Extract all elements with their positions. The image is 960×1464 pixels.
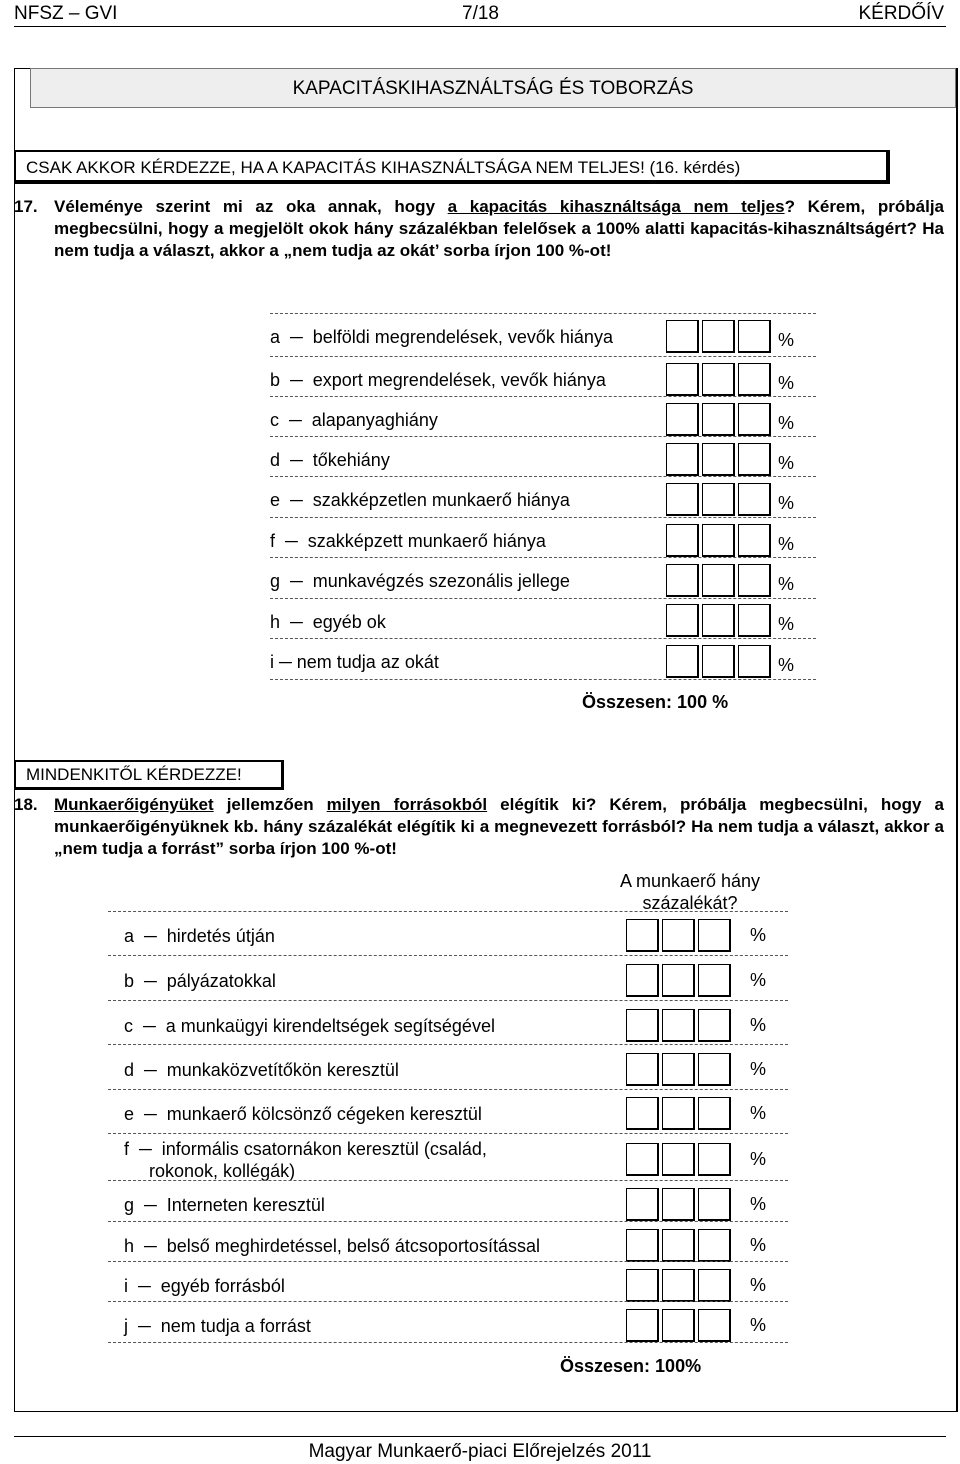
digit-box[interactable]	[702, 645, 735, 678]
q18-row-label: c ─ a munkaügyi kirendeltségek segítségével	[124, 1016, 495, 1036]
q17-percent-sign: %	[778, 655, 795, 675]
dotted-rule	[108, 1044, 788, 1045]
digit-box[interactable]	[702, 403, 735, 436]
q18-percent-sign: %	[750, 1059, 767, 1079]
digit-box[interactable]	[698, 919, 731, 952]
digit-box[interactable]	[738, 403, 771, 436]
digit-box[interactable]	[662, 919, 695, 952]
dotted-rule	[108, 1089, 788, 1090]
digit-box[interactable]	[698, 964, 731, 997]
digit-box[interactable]	[702, 363, 735, 396]
question-17-number: 17.	[14, 197, 38, 216]
digit-box[interactable]	[698, 1309, 731, 1342]
digit-box[interactable]	[698, 1097, 731, 1130]
q18-row-label: f ─ informális csatornákon keresztül (család, rokonok, kollégák)	[124, 1139, 487, 1181]
dotted-rule	[270, 517, 816, 518]
digit-box[interactable]	[662, 1053, 695, 1086]
digit-box[interactable]	[626, 1269, 659, 1302]
q17-row-label: f ─ szakképzett munkaerő hiánya	[270, 531, 546, 551]
dotted-rule	[270, 557, 816, 558]
question-18-text: Munkaerőigényüket jellemzően milyen forrásokból elégítik ki? Kérem, próbálja megbecsülni, hogy a munkaerőigényüknek kb. hány százalékát elégítik ki a megnevezett forrásból? Ha nem tudja a választ, akkor a „nem tudja a forrást” sorba írjon 100 %-ot!	[54, 795, 944, 858]
q18-row-label: a ─ hirdetés útján	[124, 926, 275, 946]
digit-box[interactable]	[738, 483, 771, 516]
digit-box[interactable]	[626, 1229, 659, 1262]
header-right: KÉRDŐÍV	[858, 3, 944, 24]
digit-box[interactable]	[738, 524, 771, 557]
digit-box[interactable]	[626, 919, 659, 952]
digit-box[interactable]	[698, 1188, 731, 1221]
q18-row-label: h ─ belső meghirdetéssel, belső átcsoportosítással	[124, 1236, 540, 1256]
q18-percent-sign: %	[750, 1194, 767, 1214]
digit-box[interactable]	[738, 564, 771, 597]
q18-row-label: e ─ munkaerő kölcsönző cégeken keresztül	[124, 1104, 482, 1124]
q18-percent-sign: %	[750, 1149, 767, 1169]
dotted-rule	[108, 911, 788, 912]
q17-row-label: h ─ egyéb ok	[270, 612, 386, 632]
digit-box[interactable]	[662, 1229, 695, 1262]
dotted-rule	[270, 436, 816, 437]
q18-row-label: j ─ nem tudja a forrást	[124, 1316, 311, 1336]
digit-box[interactable]	[702, 320, 735, 353]
q17-percent-sign: %	[778, 330, 795, 350]
digit-box[interactable]	[666, 320, 699, 353]
q17-row-label: c ─ alapanyaghiány	[270, 410, 438, 430]
q18-percent-sign: %	[750, 1235, 767, 1255]
digit-box[interactable]	[626, 964, 659, 997]
q18-percent-sign: %	[750, 970, 767, 990]
digit-box[interactable]	[626, 1009, 659, 1042]
q18-percent-sign: %	[750, 1275, 767, 1295]
q18-row-label: i ─ egyéb forrásból	[124, 1276, 285, 1296]
dotted-rule	[108, 1221, 788, 1222]
q17-percent-sign: %	[778, 453, 795, 473]
digit-box[interactable]	[666, 483, 699, 516]
q17-row-label: b ─ export megrendelések, vevők hiánya	[270, 370, 606, 390]
q18-percent-sign: %	[750, 1315, 767, 1335]
digit-box[interactable]	[666, 403, 699, 436]
q17-row-label: d ─ tőkehiány	[270, 450, 390, 470]
dotted-rule	[270, 598, 816, 599]
digit-box[interactable]	[662, 1269, 695, 1302]
digit-box[interactable]	[702, 483, 735, 516]
q17-row-label: e ─ szakképzetlen munkaerő hiánya	[270, 490, 570, 510]
digit-box[interactable]	[662, 1097, 695, 1130]
dotted-rule	[108, 1180, 788, 1181]
footer-rule	[14, 1436, 946, 1437]
question-17-text: Véleménye szerint mi az oka annak, hogy a kapacitás kihasználtsága nem teljes? Kérem, próbálja megbecsülni, hogy a megjelölt okok hány százalékban felelősek a 100% alatti kapacitás-kihasználtságért? Ha nem tudja a választ, akkor a „nem tudja az okát’ sorba írjon 100 %-ot!	[54, 197, 944, 260]
question-17	[14, 196, 944, 288]
digit-box[interactable]	[702, 524, 735, 557]
q18-row-label: b ─ pályázatokkal	[124, 971, 276, 991]
q17-percent-sign: %	[778, 614, 795, 634]
dotted-rule	[108, 1000, 788, 1001]
q17-row-label: g ─ munkavégzés szezonális jellege	[270, 571, 570, 591]
digit-box[interactable]	[662, 1009, 695, 1042]
q18-percent-sign: %	[750, 925, 767, 945]
q17-percent-sign: %	[778, 493, 795, 513]
digit-box[interactable]	[662, 964, 695, 997]
digit-box[interactable]	[738, 363, 771, 396]
page-header	[0, 0, 960, 28]
digit-box[interactable]	[698, 1143, 731, 1176]
digit-box[interactable]	[702, 443, 735, 476]
q17-total: Összesen: 100 %	[582, 692, 729, 712]
dotted-rule	[108, 1301, 788, 1302]
header-rule	[14, 26, 946, 27]
digit-box[interactable]	[666, 443, 699, 476]
mindenkitol-box: MINDENKITŐL KÉRDEZZE!	[14, 760, 284, 790]
dotted-rule	[108, 955, 788, 956]
q17-percent-sign: %	[778, 373, 795, 393]
dotted-rule	[270, 476, 816, 477]
digit-box[interactable]	[666, 564, 699, 597]
question-18	[14, 794, 944, 862]
digit-box[interactable]	[702, 604, 735, 637]
digit-box[interactable]	[662, 1309, 695, 1342]
q18-total: Összesen: 100%	[560, 1356, 702, 1376]
header-page-number: 7/18	[462, 3, 499, 24]
dotted-rule	[108, 1342, 788, 1343]
dotted-rule	[270, 356, 816, 357]
digit-box[interactable]	[738, 443, 771, 476]
digit-box[interactable]	[698, 1229, 731, 1262]
digit-box[interactable]	[698, 1009, 731, 1042]
question-18-number: 18.	[14, 795, 38, 814]
dotted-rule	[108, 1261, 788, 1262]
digit-box[interactable]	[666, 604, 699, 637]
digit-box[interactable]	[666, 524, 699, 557]
q17-row-label: a ─ belföldi megrendelések, vevők hiánya	[270, 327, 613, 347]
section-title: KAPACITÁSKIHASZNÁLTSÁG ÉS TOBORZÁS	[30, 68, 956, 108]
q18-row-label: d ─ munkaközvetítőkön keresztül	[124, 1060, 399, 1080]
q18-percent-sign: %	[750, 1015, 767, 1035]
q17-percent-sign: %	[778, 534, 795, 554]
q18-percent-sign: %	[750, 1103, 767, 1123]
q17-percent-sign: %	[778, 574, 795, 594]
digit-box[interactable]	[738, 604, 771, 637]
digit-box[interactable]	[666, 363, 699, 396]
q18-column-header: A munkaerő hány százalékát?	[619, 871, 761, 913]
digit-box[interactable]	[666, 645, 699, 678]
digit-box[interactable]	[738, 320, 771, 353]
header-left: NFSZ – GVI	[14, 3, 118, 24]
dotted-rule	[108, 1133, 788, 1134]
digit-box[interactable]	[626, 1053, 659, 1086]
digit-box[interactable]	[738, 645, 771, 678]
digit-box[interactable]	[626, 1097, 659, 1130]
digit-box[interactable]	[626, 1309, 659, 1342]
q17-percent-sign: %	[778, 413, 795, 433]
digit-box[interactable]	[626, 1188, 659, 1221]
condition-box: CSAK AKKOR KÉRDEZZE, HA A KAPACITÁS KIHASZNÁLTSÁGA NEM TELJES! (16. kérdés)	[14, 150, 890, 184]
dotted-rule	[270, 638, 816, 639]
digit-box[interactable]	[698, 1269, 731, 1302]
q17-row-label: i ─ nem tudja az okát	[270, 652, 439, 672]
dotted-rule	[270, 679, 816, 680]
page-footer: Magyar Munkaerő-piaci Előrejelzés 2011	[308, 1441, 652, 1462]
digit-box[interactable]	[702, 564, 735, 597]
digit-box[interactable]	[662, 1188, 695, 1221]
dotted-rule	[270, 396, 816, 397]
digit-box[interactable]	[662, 1143, 695, 1176]
digit-box[interactable]	[626, 1143, 659, 1176]
digit-box[interactable]	[698, 1053, 731, 1086]
dotted-rule	[270, 313, 816, 314]
q18-row-label: g ─ Interneten keresztül	[124, 1195, 325, 1215]
